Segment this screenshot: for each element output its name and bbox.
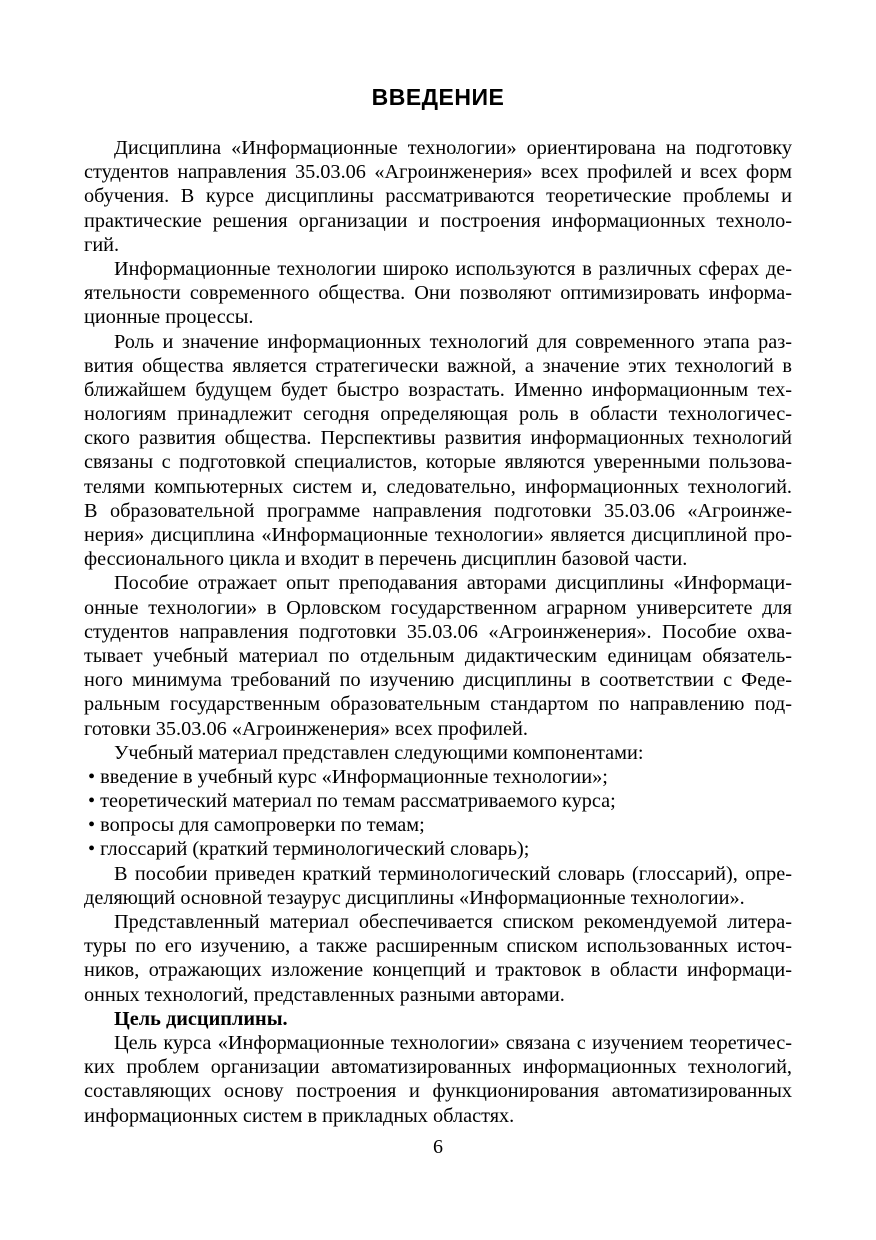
text-line: нологиям принадлежит сегодня определяющая роль в области технологичес- [84,403,792,426]
text-line: • теоретический материал по темам рассматриваемого курса; [88,790,616,813]
text-line: ближайшем будущем будет быстро возрастать. Именно информационным тех- [84,378,792,401]
text-line: Роль и значение информационных технологий для современного этапа раз- [114,330,792,353]
text-line: деляющий основной тезаурус дисциплины «Информационные технологии». [84,886,745,909]
text-line: составляющих основу построения и функционирования автоматизированных [84,1080,792,1103]
page-number: 6 [433,1136,443,1158]
text-line: Представленный материал обеспечивается списком рекомендуемой литера- [114,911,792,933]
page-title: ВВЕДЕНИЕ [371,84,505,110]
text-line: Учебный материал представлен следующими компонентами: [114,741,644,764]
text-line: обучения. В курсе дисциплины рассматриваются теоретические проблемы и [84,185,792,208]
text-line: готовки 35.03.06 «Агроинженерия» всех профилей. [84,717,528,740]
text-line: тывает учебный материал по отдельным дидактическим единицам обязатель- [84,644,792,667]
text-line: нерия» дисциплина «Информационные технологии» является дисциплиной про- [84,524,792,546]
text-line: ятельности современного общества. Они позволяют оптимизировать информа- [84,282,792,305]
text-line: информационных систем в прикладных областях. [84,1104,515,1127]
text-line: студентов направления 35.03.06 «Агроинженерия» всех профилей и всех форм [84,161,792,184]
text-line: телями компьютерных систем и, следовательно, информационных технологий. [84,475,792,498]
text-line: ких проблем организации автоматизированных информационных технологий, [84,1056,792,1079]
text-line: вития общества является стратегически важной, а значение этих технологий в [84,354,792,377]
text-line: Дисциплина «Информационные технологии» ориентирована на подготовку [114,137,792,159]
text-line: Цель курса «Информационные технологии» связана с изучением теоретичес- [114,1031,792,1054]
text-line: гий. [84,233,120,256]
text-line: ционные процессы. [84,306,254,329]
text-line: фессионального цикла и входит в перечень дисциплин базовой части. [84,548,688,571]
text-line: • введение в учебный курс «Информационные технологии»; [88,765,608,788]
text-line: Информационные технологии широко используются в различных сферах де- [114,257,792,280]
text-line: ского развития общества. Перспективы развития информационных технологий [84,427,792,450]
text-line: практические решения организации и построения информационных техноло- [84,209,792,232]
text-line: • вопросы для самопроверки по темам; [88,814,425,837]
text-line: В образовательной программе направления подготовки 35.03.06 «Агроинже- [84,499,792,522]
text-line: • глоссарий (краткий терминологический словарь); [88,838,530,861]
text-line: связаны с подготовкой специалистов, которые являются уверенными пользова- [84,451,792,474]
text-line: туры по его изучению, а также расширенным списком использованных источ- [84,935,792,958]
text-line: Пособие отражает опыт преподавания авторами дисциплины «Информаци- [114,572,792,595]
text-line: ников, отражающих изложение концепций и трактовок в области информаци- [84,959,792,982]
text-line: студентов направления подготовки 35.03.06 «Агроинженерия». Пособие охва- [84,620,792,643]
text-line: ральным государственным образовательным стандартом по направлению под- [84,693,792,716]
text-line: ного минимума требований по изучению дисциплины в соответствии с Феде- [84,669,792,692]
text-line: В пособии приведен краткий терминологический словарь (глоссарий), опре- [114,862,792,885]
text-line: онных технологий, представленных разными авторами. [84,983,565,1006]
body-text [84,136,792,1128]
text-line: Цель дисциплины. [114,1007,288,1030]
text-line: онные технологии» в Орловском государственном аграрном университете для [84,596,792,619]
